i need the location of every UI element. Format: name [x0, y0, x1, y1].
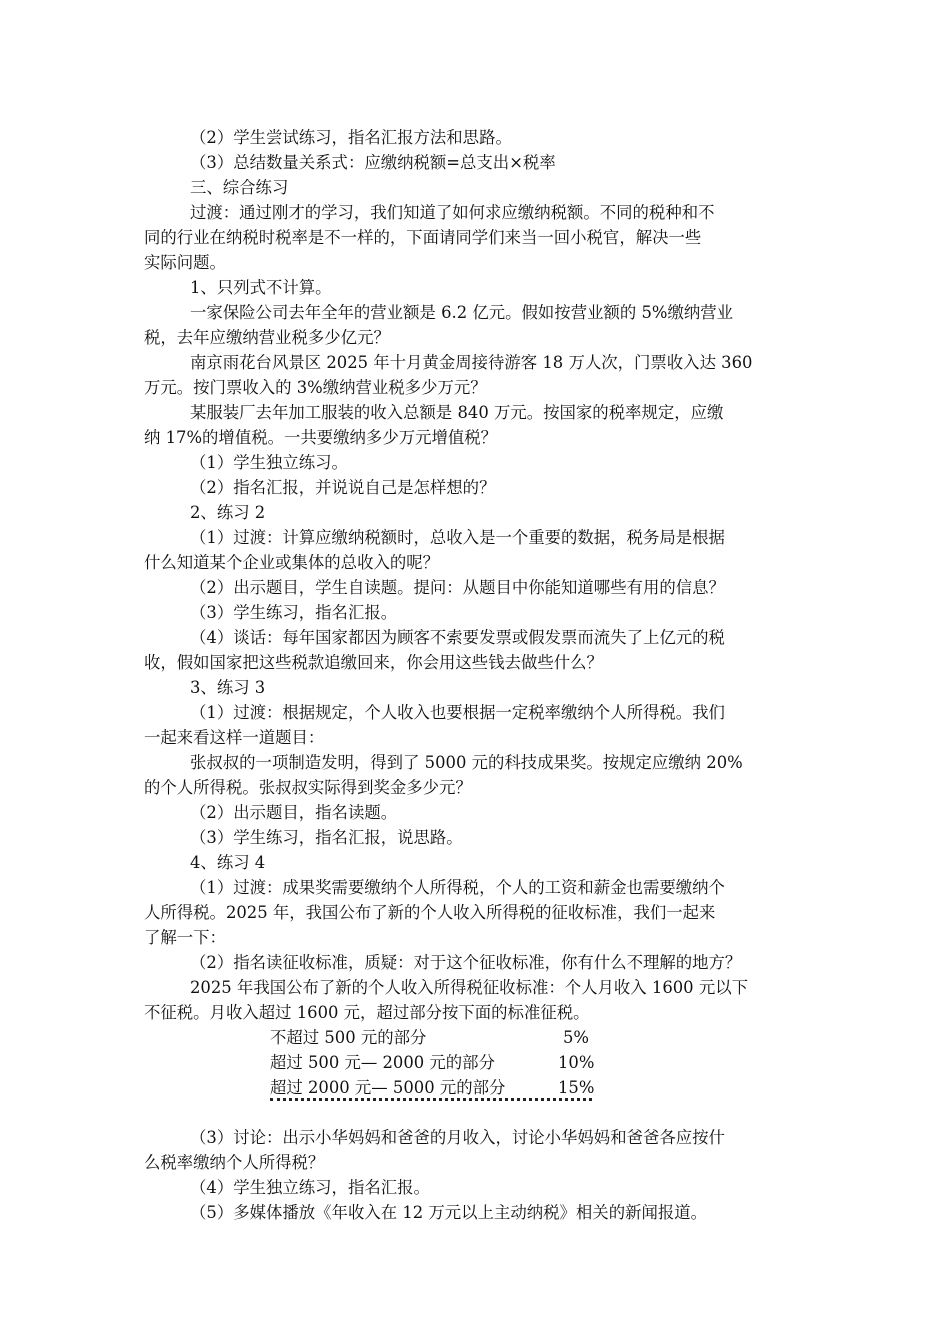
text-line: （1）过渡：成果奖需要缴纳个人所得税，个人的工资和薪金也需要缴纳个 — [190, 878, 725, 897]
text-line: （3）总结数量关系式：应缴纳税额=总支出×税率 — [190, 153, 556, 172]
text-line: （1）过渡：根据规定，个人收入也要根据一定税率缴纳个人所得税。我们 — [190, 703, 725, 722]
section-heading: 三、综合练习 — [190, 178, 289, 197]
text-line: 不征税。月收入超过 1600 元，超过部分按下面的标准征税。 — [144, 1003, 590, 1022]
text-line: 人所得税。2025 年，我国公布了新的个人收入所得税的征收标准，我们一起来 — [144, 903, 716, 922]
subsection-heading: 2、练习 2 — [190, 503, 266, 522]
text-line: 实际问题。 — [144, 253, 226, 272]
tax-rate-cell: 5% — [563, 1028, 590, 1047]
text-line: 一起来看这样一道题目： — [144, 728, 325, 747]
tax-rate-cell: 10% — [558, 1053, 595, 1072]
text-line: 万元。按门票收入的 3%缴纳营业税多少万元？ — [144, 378, 487, 397]
subsection-heading: 3、练习 3 — [190, 678, 266, 697]
text-line: （3）学生练习，指名汇报，说思路。 — [190, 828, 463, 847]
text-line: 同的行业在纳税时税率是不一样的，下面请同学们来当一回小税官，解决一些 — [144, 228, 702, 247]
text-line: 税，去年应缴纳营业税多少亿元？ — [144, 328, 390, 347]
text-line: （2）出示题目，指名读题。 — [190, 803, 398, 822]
text-line: （3）学生练习，指名汇报。 — [190, 603, 398, 622]
tax-range-cell: 不超过 500 元的部分 — [270, 1028, 427, 1047]
text-line: （2）出示题目，学生自读题。提问：从题目中你能知道哪些有用的信息？ — [190, 578, 725, 597]
text-line: （2）指名读征收标准，质疑：对于这个征收标准，你有什么不理解的地方？ — [190, 953, 742, 972]
text-line: （4）谈话：每年国家都因为顾客不索要发票或假发票而流失了上亿元的税 — [190, 628, 725, 647]
text-line: 的个人所得税。张叔叔实际得到奖金多少元？ — [144, 778, 472, 797]
text-line: 2025 年我国公布了新的个人收入所得税征收标准：个人月收入 1600 元以下 — [190, 978, 748, 997]
text-line: （4）学生独立练习，指名汇报。 — [190, 1178, 430, 1197]
text-line: 某服装厂去年加工服装的收入总额是 840 万元。按国家的税率规定，应缴 — [190, 403, 724, 422]
text-line: （1）过渡：计算应缴纳税额时，总收入是一个重要的数据，税务局是根据 — [190, 528, 725, 547]
tax-rate-cell: 15% — [558, 1078, 595, 1097]
text-line: 什么知道某个企业或集体的总收入的呢？ — [144, 553, 440, 572]
text-line: （3）讨论：出示小华妈妈和爸爸的月收入，讨论小华妈妈和爸爸各应按什 — [190, 1128, 725, 1147]
subsection-heading: 1、只列式不计算。 — [190, 278, 332, 297]
text-line: 收，假如国家把这些税款追缴回来，你会用这些钱去做些什么？ — [144, 653, 603, 672]
text-line: 纳 17%的增值税。一共要缴纳多少万元增值税？ — [144, 428, 498, 447]
text-line: 了解一下： — [144, 928, 226, 947]
text-line: 过渡：通过刚才的学习，我们知道了如何求应缴纳税额。不同的税种和不 — [190, 203, 715, 222]
text-line: 一家保险公司去年全年的营业额是 6.2 亿元。假如按营业额的 5%缴纳营业 — [190, 303, 734, 322]
subsection-heading: 4、练习 4 — [190, 853, 266, 872]
text-line: （1）学生独立练习。 — [190, 453, 348, 472]
text-line: （5）多媒体播放《年收入在 12 万元以上主动纳税》相关的新闻报道。 — [190, 1203, 708, 1222]
text-line: （2）指名汇报，并说说自己是怎样想的？ — [190, 478, 496, 497]
text-line: 么税率缴纳个人所得税？ — [144, 1153, 325, 1172]
text-line: （2）学生尝试练习，指名汇报方法和思路。 — [190, 128, 512, 147]
ellipsis-divider — [270, 1098, 592, 1107]
tax-range-cell: 超过 2000 元— 5000 元的部分 — [270, 1078, 506, 1097]
text-line: 张叔叔的一项制造发明，得到了 5000 元的科技成果奖。按规定应缴纳 20% — [190, 753, 743, 772]
tax-range-cell: 超过 500 元— 2000 元的部分 — [270, 1053, 495, 1072]
text-line: 南京雨花台风景区 2025 年十月黄金周接待游客 18 万人次，门票收入达 360 — [190, 353, 753, 372]
